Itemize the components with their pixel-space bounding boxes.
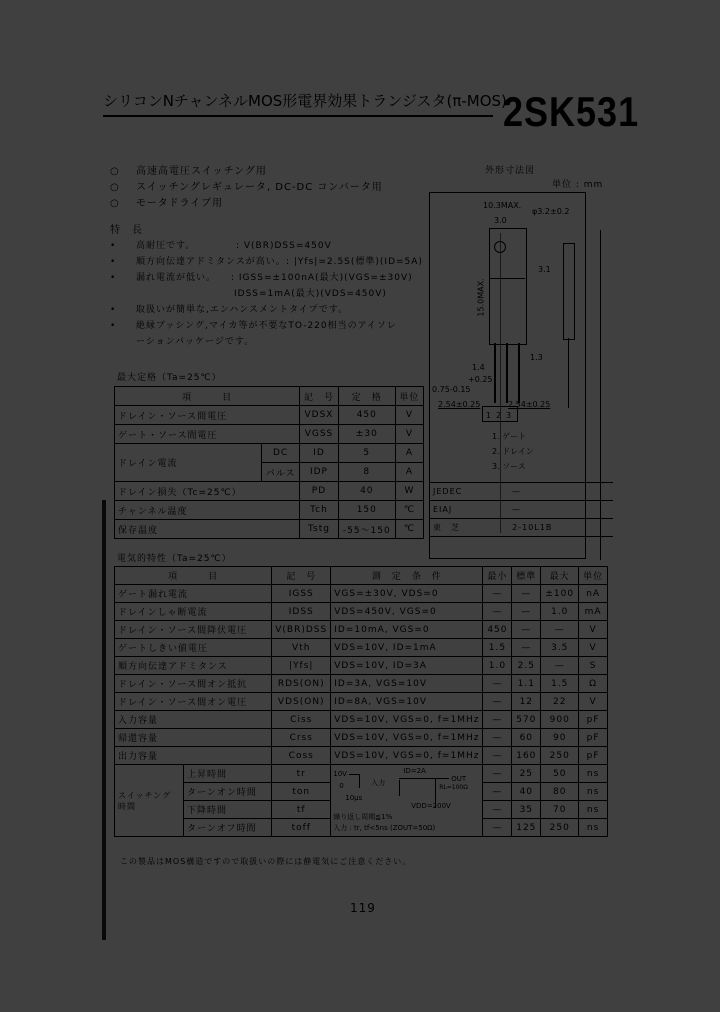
unit-cell: V [579, 621, 608, 639]
header-rule [103, 115, 493, 117]
item-cell: 出力容量 [115, 747, 272, 765]
feature-value: : V(BR)DSS=450V [236, 241, 332, 251]
sub-item-cell: ターンオン時間 [184, 783, 272, 801]
table-row [115, 425, 424, 444]
max-cell: 50 [541, 765, 579, 783]
unit-cell: pF [579, 747, 608, 765]
pin-label: 3. ソース [492, 462, 526, 471]
max-ratings-caption: 最大定格（Ta=25℃） [117, 373, 222, 383]
table-header [115, 387, 424, 406]
bullet-icon: • [110, 305, 117, 315]
rating-cell: 150 [338, 501, 395, 520]
circuit-label: 入力 [371, 778, 386, 787]
min-cell: — [483, 729, 512, 747]
header-cell: 最大 [541, 567, 579, 585]
item-cell: チャンネル温度 [115, 501, 300, 520]
unit-cell: A [395, 444, 423, 463]
unit-cell: W [395, 482, 423, 501]
max-cell: 80 [541, 783, 579, 801]
info-value: — [509, 483, 613, 501]
table-row [115, 711, 608, 729]
min-cell: 450 [483, 621, 512, 639]
dim-label: 1.4 [472, 363, 485, 372]
max-ratings-table [114, 386, 424, 539]
info-value: — [509, 501, 613, 519]
typ-cell: 60 [512, 729, 541, 747]
symbol-cell: toff [272, 819, 331, 837]
typ-cell: 570 [512, 711, 541, 729]
typ-cell: 125 [512, 819, 541, 837]
symbol-cell: Tch [300, 501, 339, 520]
min-cell: — [483, 585, 512, 603]
symbol-cell: tr [272, 765, 331, 783]
sub-item-cell: パルス [262, 463, 300, 482]
table-row [115, 482, 424, 501]
symbol-cell: V(BR)DSS [272, 621, 331, 639]
info-value: 2-10L1B [509, 519, 613, 537]
unit-cell: ns [579, 783, 608, 801]
symbol-cell: VDSX [300, 406, 339, 425]
table-row [115, 621, 608, 639]
unit-cell: nA [579, 585, 608, 603]
min-cell: 1.0 [483, 657, 512, 675]
typ-cell: 12 [512, 693, 541, 711]
symbol-cell: IGSS [272, 585, 331, 603]
condition-cell: VDS=10V, ID=1mA [331, 639, 483, 657]
lead-3 [518, 343, 520, 403]
typ-cell: — [512, 639, 541, 657]
unit-cell: ns [579, 801, 608, 819]
symbol-cell: IDSS [272, 603, 331, 621]
lead-1 [494, 343, 496, 403]
part-number: 2SK531 [503, 88, 640, 136]
item-cell: ドレイン・ソース間オン電圧 [115, 693, 272, 711]
application-item [110, 199, 223, 209]
features-heading: 特 長 [110, 225, 143, 236]
bullet-icon: • [110, 273, 117, 283]
dim-label: 15.0MAX. [476, 278, 486, 317]
pin-number: 2 [496, 411, 502, 420]
side-view-lead [568, 338, 569, 408]
table-row [115, 639, 608, 657]
application-item [110, 183, 383, 193]
condition-cell: VDS=10V, VGS=0, f=1MHz [331, 729, 483, 747]
symbol-cell: tf [272, 801, 331, 819]
unit-cell: V [395, 425, 423, 444]
rating-cell: 450 [338, 406, 395, 425]
condition-cell: VDS=10V, VGS=0, f=1MHz [331, 747, 483, 765]
table-row [115, 657, 608, 675]
max-cell: 22 [541, 693, 579, 711]
max-cell: 90 [541, 729, 579, 747]
max-cell: 250 [541, 747, 579, 765]
header-cell: 記 号 [300, 387, 339, 406]
max-cell: 70 [541, 801, 579, 819]
unit-cell: V [579, 693, 608, 711]
header-cell: 項 目 [115, 567, 272, 585]
symbol-cell: IDP [300, 463, 339, 482]
item-cell: 帰還容量 [115, 729, 272, 747]
min-cell: 1.5 [483, 639, 512, 657]
typ-cell: — [512, 621, 541, 639]
item-cell: ドレイン・ソース間降伏電圧 [115, 621, 272, 639]
circuit-label: RL=100Ω [439, 783, 468, 791]
typ-cell: 2.5 [512, 657, 541, 675]
header-cell: 単位 [395, 387, 423, 406]
header-cell: 標準 [512, 567, 541, 585]
typ-cell: 35 [512, 801, 541, 819]
package-divider [489, 278, 525, 279]
feature-item [110, 322, 397, 331]
typ-cell: 25 [512, 765, 541, 783]
feature-text: 取扱いが簡単な,エンハンスメントタイプです。 [136, 305, 349, 315]
sub-item-cell: DC [262, 444, 300, 463]
feature-value: : IGSS=±100nA(最大)(VGS=±30V) [231, 273, 413, 283]
item-cell: ドレインしゃ断電流 [115, 603, 272, 621]
unit-cell: pF [579, 711, 608, 729]
table-row [430, 483, 613, 501]
application-text: 高速高電圧スイッチング用 [136, 166, 267, 177]
condition-cell: VDS=10V, ID=3A [331, 657, 483, 675]
max-cell: 3.5 [541, 639, 579, 657]
table-row [115, 603, 608, 621]
package-unit: 単位 : mm [552, 180, 604, 190]
condition-cell: ID=3A, VGS=10V [331, 675, 483, 693]
unit-cell: ℃ [395, 501, 423, 520]
pin-number: 1 [486, 411, 492, 420]
rating-cell: ±30 [338, 425, 395, 444]
dim-label: 3.1 [538, 265, 551, 274]
rating-cell: -55～150 [338, 520, 395, 539]
item-cell: 順方向伝達アドミタンス [115, 657, 272, 675]
feature-text: 漏れ電流が低い。 [136, 273, 217, 283]
sub-item-cell: 下降時間 [184, 801, 272, 819]
package-title: 外形寸法図 [485, 166, 536, 176]
symbol-cell: VDS(ON) [272, 693, 331, 711]
feature-value: : |Yfs|=2.5S(標準)(ID=5A) [286, 257, 423, 267]
application-item [110, 167, 267, 177]
table-row [430, 501, 613, 519]
feature-item [110, 242, 332, 251]
pin-label: 1. ゲート [492, 432, 527, 441]
bullet-icon: • [110, 257, 117, 267]
max-cell: 900 [541, 711, 579, 729]
unit-cell: ℃ [395, 520, 423, 539]
header-cell: 定 格 [338, 387, 395, 406]
item-cell: ゲートしきい値電圧 [115, 639, 272, 657]
circuit-note: 入力 : tr, tf<5ns (ZOUT=50Ω) [333, 823, 436, 832]
table-row [115, 501, 424, 520]
max-cell: — [541, 621, 579, 639]
dim-label: 2.54±0.25 [508, 400, 551, 409]
mosfet-symbol [399, 780, 400, 796]
item-cell: 保存温度 [115, 520, 300, 539]
symbol-cell: RDS(ON) [272, 675, 331, 693]
condition-cell: ID=10mA, VGS=0 [331, 621, 483, 639]
symbol-cell: Coss [272, 747, 331, 765]
max-cell: 1.5 [541, 675, 579, 693]
symbol-cell: VGSS [300, 425, 339, 444]
header-cell: 記 号 [272, 567, 331, 585]
symbol-cell: PD [300, 482, 339, 501]
symbol-cell: Tstg [300, 520, 339, 539]
max-cell: 1.0 [541, 603, 579, 621]
electrical-table [114, 566, 608, 837]
min-cell: — [483, 693, 512, 711]
rating-cell: 8 [338, 463, 395, 482]
symbol-cell: |Yfs| [272, 657, 331, 675]
dim-label: φ3.2±0.2 [532, 207, 570, 216]
min-cell: — [483, 801, 512, 819]
circuit-label: ID=2A [403, 766, 426, 775]
typ-cell: — [512, 603, 541, 621]
bullet-icon: • [110, 241, 117, 251]
table-row [115, 747, 608, 765]
header-cell: 測 定 条 件 [331, 567, 483, 585]
symbol-cell: Ciss [272, 711, 331, 729]
dim-label: +0.25 [468, 375, 493, 384]
symbol-cell: Vth [272, 639, 331, 657]
table-header [115, 567, 608, 585]
dim-label: 10.3MAX. [483, 201, 522, 210]
pin-label: 2. ドレイン [492, 447, 534, 456]
typ-cell: 160 [512, 747, 541, 765]
item-cell: ドレイン・ソース間オン抵抗 [115, 675, 272, 693]
bullet-icon: • [110, 321, 117, 331]
unit-cell: Ω [579, 675, 608, 693]
item-cell: ドレイン電流 [115, 444, 262, 482]
condition-cell: VDS=10V, VGS=0, f=1MHz [331, 711, 483, 729]
circuit-label: 10V [333, 769, 347, 778]
footnote: この製品はMOS構造ですので取扱いの際には静電気にご注意ください。 [120, 857, 412, 866]
unit-cell: pF [579, 729, 608, 747]
table-row [115, 520, 424, 539]
rating-cell: 40 [338, 482, 395, 501]
pin-number: 3 [506, 411, 512, 420]
min-cell: — [483, 675, 512, 693]
feature-text: 高耐圧です。 [136, 241, 196, 251]
dim-label: 2.54±0.25 [438, 400, 481, 409]
feature-item [110, 274, 413, 283]
dim-label: 3.0 [494, 216, 507, 225]
min-cell: — [483, 819, 512, 837]
unit-cell: ns [579, 819, 608, 837]
info-label: JEDEC [430, 483, 509, 501]
feature-text: ーションパッケージです。 [136, 337, 255, 347]
unit-cell: ns [579, 765, 608, 783]
feature-item [110, 306, 348, 315]
item-cell: ドレイン・ソース間電圧 [115, 406, 300, 425]
table-row [115, 675, 608, 693]
unit-cell: V [579, 639, 608, 657]
table-row [115, 444, 424, 463]
switching-test-circuit [331, 765, 483, 837]
unit-cell: A [395, 463, 423, 482]
unit-cell: mA [579, 603, 608, 621]
side-view-outline [563, 243, 575, 340]
typ-cell: 40 [512, 783, 541, 801]
symbol-cell: ton [272, 783, 331, 801]
typ-cell: — [512, 585, 541, 603]
application-text: スイッチングレギュレータ, DC-DC コンバータ用 [136, 182, 383, 193]
sub-item-cell: ターンオフ時間 [184, 819, 272, 837]
symbol-cell: Crss [272, 729, 331, 747]
typ-cell: 1.1 [512, 675, 541, 693]
rating-cell: 5 [338, 444, 395, 463]
bullet-icon: ○ [110, 182, 120, 193]
feature-item [110, 258, 423, 267]
sub-item-cell: 上昇時間 [184, 765, 272, 783]
circuit-label: 0 [339, 781, 344, 790]
dim-label: 0.75-0.15 [432, 385, 471, 394]
condition-cell: VGS=±30V, VDS=0 [331, 585, 483, 603]
electrical-caption: 電気的特性（Ta=25℃） [117, 554, 232, 564]
item-cell: ゲート・ソース間電圧 [115, 425, 300, 444]
condition-cell: VDS=450V, VGS=0 [331, 603, 483, 621]
feature-value: IDSS=1mA(最大)(VDS=450V) [234, 289, 387, 299]
bullet-icon: ○ [110, 198, 120, 209]
max-cell: 250 [541, 819, 579, 837]
header-cell: 項 目 [115, 387, 300, 406]
unit-cell: V [395, 406, 423, 425]
item-cell: ドレイン損失（Tc=25℃） [115, 482, 300, 501]
page-number: 119 [350, 901, 376, 915]
package-info-table [430, 482, 613, 537]
item-cell: ゲート漏れ電流 [115, 585, 272, 603]
circuit-label: OUT [451, 774, 467, 783]
scan-edge [102, 500, 106, 940]
bullet-icon: ○ [110, 166, 120, 177]
dim-label: 1.3 [530, 353, 543, 362]
condition-cell: ID=8A, VGS=10V [331, 693, 483, 711]
header-title: シリコンNチャンネルMOS形電界効果トランジスタ(π-MOS) [103, 92, 507, 110]
unit-cell: S [579, 657, 608, 675]
min-cell: — [483, 765, 512, 783]
item-cell: 入力容量 [115, 711, 272, 729]
table-row [115, 406, 424, 425]
header-cell: 最小 [483, 567, 512, 585]
application-text: モータドライブ用 [136, 198, 223, 209]
min-cell: — [483, 783, 512, 801]
feature-text: 絶縁ブッシング,マイカ等が不要なTO-220相当のアイソレ [136, 321, 397, 331]
max-cell: — [541, 657, 579, 675]
min-cell: — [483, 747, 512, 765]
circuit-label: 10μs [345, 793, 363, 802]
table-row [115, 693, 608, 711]
circuit-label: VDD=200V [411, 801, 451, 810]
circuit-note: 繰り返し周期≦1% [333, 812, 393, 821]
table-row [115, 765, 608, 783]
header-cell: 単位 [579, 567, 608, 585]
table-row [115, 585, 608, 603]
item-cell: スイッチング時間 [115, 765, 184, 837]
info-label: EIAJ [430, 501, 509, 519]
max-cell: ±100 [541, 585, 579, 603]
table-row [115, 729, 608, 747]
min-cell: — [483, 711, 512, 729]
lead-2 [506, 343, 508, 403]
table-row [430, 519, 613, 537]
feature-text: 順方向伝達アドミタンスが高い。 [136, 257, 286, 267]
min-cell: — [483, 603, 512, 621]
info-label: 東 芝 [430, 519, 509, 537]
symbol-cell: ID [300, 444, 339, 463]
